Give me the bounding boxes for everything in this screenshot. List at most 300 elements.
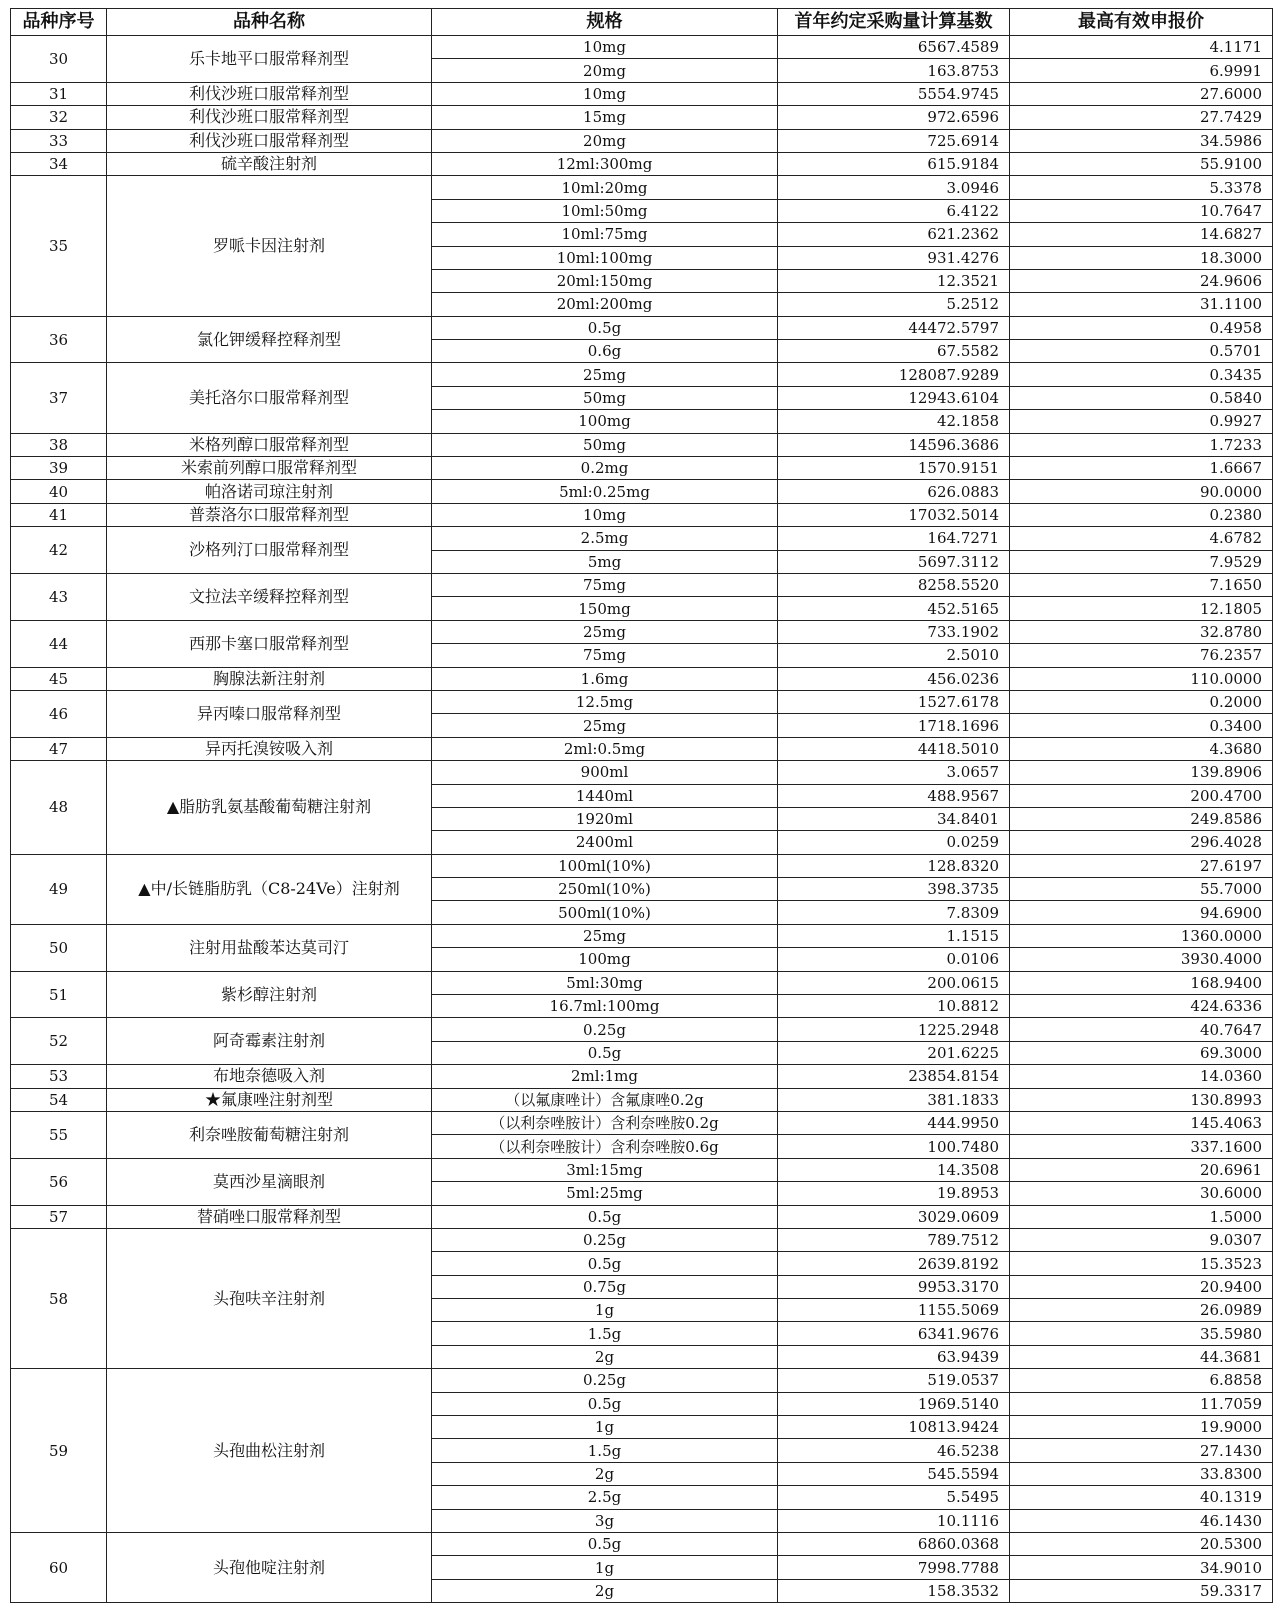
specification-cell: 3ml:15mg	[432, 1158, 778, 1181]
base-quantity-cell: 163.8753	[778, 59, 1010, 82]
specification-cell: 1.5g	[432, 1439, 778, 1462]
specification-cell: 0.25g	[432, 1369, 778, 1392]
variety-number-cell: 55	[11, 1111, 107, 1158]
specification-cell: 10mg	[432, 82, 778, 105]
variety-name-cell: 米索前列醇口服常释剂型	[107, 457, 432, 480]
table-row	[11, 573, 1273, 596]
base-quantity-cell: 19.8953	[778, 1182, 1010, 1205]
specification-cell: 1g	[432, 1299, 778, 1322]
max-price-cell: 4.3680	[1010, 737, 1273, 760]
table-row	[11, 82, 1273, 105]
table-row	[11, 1111, 1273, 1134]
max-price-cell: 46.1430	[1010, 1509, 1273, 1532]
base-quantity-cell: 12943.6104	[778, 386, 1010, 409]
specification-cell: 50mg	[432, 433, 778, 456]
specification-cell: 5ml:30mg	[432, 971, 778, 994]
specification-cell: 12.5mg	[432, 690, 778, 713]
specification-cell: 10ml:75mg	[432, 223, 778, 246]
specification-cell: （以利奈唑胺计）含利奈唑胺0.2g	[432, 1111, 778, 1134]
variety-number-cell: 56	[11, 1158, 107, 1205]
variety-name-cell: 文拉法辛缓释控释剂型	[107, 573, 432, 620]
base-quantity-cell: 42.1858	[778, 410, 1010, 433]
table-row	[11, 363, 1273, 386]
specification-cell: 0.25g	[432, 1018, 778, 1041]
table-body	[11, 36, 1273, 1603]
base-quantity-cell: 5554.9745	[778, 82, 1010, 105]
max-price-cell: 5.3378	[1010, 176, 1273, 199]
base-quantity-cell: 46.5238	[778, 1439, 1010, 1462]
table-row	[11, 152, 1273, 175]
variety-name-cell: 紫杉醇注射剂	[107, 971, 432, 1018]
base-quantity-cell: 931.4276	[778, 246, 1010, 269]
variety-number-cell: 59	[11, 1369, 107, 1533]
variety-name-cell: 利奈唑胺葡萄糖注射剂	[107, 1111, 432, 1158]
base-quantity-cell: 381.1833	[778, 1088, 1010, 1111]
max-price-cell: 1360.0000	[1010, 924, 1273, 947]
variety-number-cell: 41	[11, 503, 107, 526]
variety-name-cell: 米格列醇口服常释剂型	[107, 433, 432, 456]
specification-cell: 5mg	[432, 550, 778, 573]
variety-number-cell: 30	[11, 36, 107, 83]
variety-name-cell: 乐卡地平口服常释剂型	[107, 36, 432, 83]
max-price-cell: 20.5300	[1010, 1533, 1273, 1556]
table-row	[11, 620, 1273, 643]
specification-cell: （以利奈唑胺计）含利奈唑胺0.6g	[432, 1135, 778, 1158]
base-quantity-cell: 3.0657	[778, 761, 1010, 784]
table-row	[11, 667, 1273, 690]
max-price-cell: 69.3000	[1010, 1041, 1273, 1064]
specification-cell: 5ml:25mg	[432, 1182, 778, 1205]
variety-name-cell: 硫辛酸注射剂	[107, 152, 432, 175]
specification-cell: 2g	[432, 1345, 778, 1368]
specification-cell: 500ml(10%)	[432, 901, 778, 924]
specification-cell: 5ml:0.25mg	[432, 480, 778, 503]
base-quantity-cell: 8258.5520	[778, 573, 1010, 596]
variety-number-cell: 49	[11, 854, 107, 924]
header-row	[11, 9, 1273, 36]
max-price-cell: 424.6336	[1010, 995, 1273, 1018]
variety-name-cell: 异丙托溴铵吸入剂	[107, 737, 432, 760]
max-price-cell: 27.7429	[1010, 106, 1273, 129]
header-max-price: 最高有效申报价	[1010, 9, 1273, 36]
base-quantity-cell: 5.2512	[778, 293, 1010, 316]
table-row	[11, 1065, 1273, 1088]
base-quantity-cell: 545.5594	[778, 1462, 1010, 1485]
specification-cell: 1.5g	[432, 1322, 778, 1345]
specification-cell: 0.75g	[432, 1275, 778, 1298]
header-variety-no: 品种序号	[11, 9, 107, 36]
max-price-cell: 130.8993	[1010, 1088, 1273, 1111]
table-row	[11, 1018, 1273, 1041]
table-row	[11, 106, 1273, 129]
base-quantity-cell: 3.0946	[778, 176, 1010, 199]
max-price-cell: 0.3400	[1010, 714, 1273, 737]
variety-number-cell: 46	[11, 690, 107, 737]
specification-cell: 150mg	[432, 597, 778, 620]
specification-cell: 1g	[432, 1556, 778, 1579]
max-price-cell: 14.0360	[1010, 1065, 1273, 1088]
specification-cell: 250ml(10%)	[432, 878, 778, 901]
base-quantity-cell: 1527.6178	[778, 690, 1010, 713]
max-price-cell: 337.1600	[1010, 1135, 1273, 1158]
max-price-cell: 19.9000	[1010, 1416, 1273, 1439]
variety-number-cell: 36	[11, 316, 107, 363]
table-row	[11, 1228, 1273, 1251]
max-price-cell: 40.1319	[1010, 1486, 1273, 1509]
max-price-cell: 55.9100	[1010, 152, 1273, 175]
base-quantity-cell: 63.9439	[778, 1345, 1010, 1368]
max-price-cell: 6.8858	[1010, 1369, 1273, 1392]
specification-cell: 10ml:100mg	[432, 246, 778, 269]
base-quantity-cell: 44472.5797	[778, 316, 1010, 339]
variety-name-cell: 莫西沙星滴眼剂	[107, 1158, 432, 1205]
specification-cell: 2g	[432, 1462, 778, 1485]
max-price-cell: 10.7647	[1010, 199, 1273, 222]
max-price-cell: 76.2357	[1010, 644, 1273, 667]
specification-cell: 75mg	[432, 573, 778, 596]
max-price-cell: 0.5701	[1010, 340, 1273, 363]
base-quantity-cell: 1225.2948	[778, 1018, 1010, 1041]
table-row	[11, 1205, 1273, 1228]
max-price-cell: 31.1100	[1010, 293, 1273, 316]
specification-cell: 2ml:1mg	[432, 1065, 778, 1088]
max-price-cell: 44.3681	[1010, 1345, 1273, 1368]
variety-name-cell: 异丙嗪口服常释剂型	[107, 690, 432, 737]
specification-cell: 2ml:0.5mg	[432, 737, 778, 760]
variety-name-cell: 利伐沙班口服常释剂型	[107, 129, 432, 152]
base-quantity-cell: 2639.8192	[778, 1252, 1010, 1275]
variety-name-cell: 美托洛尔口服常释剂型	[107, 363, 432, 433]
max-price-cell: 11.7059	[1010, 1392, 1273, 1415]
base-quantity-cell: 452.5165	[778, 597, 1010, 620]
table-row	[11, 761, 1273, 784]
base-quantity-cell: 488.9567	[778, 784, 1010, 807]
max-price-cell: 0.5840	[1010, 386, 1273, 409]
base-quantity-cell: 1969.5140	[778, 1392, 1010, 1415]
variety-number-cell: 51	[11, 971, 107, 1018]
table-row	[11, 971, 1273, 994]
header-base-quantity: 首年约定采购量计算基数	[778, 9, 1010, 36]
variety-name-cell: 西那卡塞口服常释剂型	[107, 620, 432, 667]
max-price-cell: 145.4063	[1010, 1111, 1273, 1134]
specification-cell: 100mg	[432, 410, 778, 433]
variety-number-cell: 57	[11, 1205, 107, 1228]
variety-number-cell: 39	[11, 457, 107, 480]
specification-cell: 100ml(10%)	[432, 854, 778, 877]
table-row	[11, 737, 1273, 760]
variety-name-cell: ▲中/长链脂肪乳（C8-24Ve）注射剂	[107, 854, 432, 924]
base-quantity-cell: 10813.9424	[778, 1416, 1010, 1439]
specification-cell: 20mg	[432, 129, 778, 152]
specification-cell: 2400ml	[432, 831, 778, 854]
max-price-cell: 7.1650	[1010, 573, 1273, 596]
max-price-cell: 20.6961	[1010, 1158, 1273, 1181]
specification-cell: 0.25g	[432, 1228, 778, 1251]
max-price-cell: 27.6000	[1010, 82, 1273, 105]
max-price-cell: 18.3000	[1010, 246, 1273, 269]
specification-cell: 10ml:20mg	[432, 176, 778, 199]
max-price-cell: 7.9529	[1010, 550, 1273, 573]
variety-number-cell: 31	[11, 82, 107, 105]
specification-cell: 0.5g	[432, 1252, 778, 1275]
specification-cell: 0.6g	[432, 340, 778, 363]
variety-name-cell: 帕洛诺司琼注射剂	[107, 480, 432, 503]
specification-cell: 0.2mg	[432, 457, 778, 480]
base-quantity-cell: 0.0259	[778, 831, 1010, 854]
variety-name-cell: 头孢曲松注射剂	[107, 1369, 432, 1533]
specification-cell: 1.6mg	[432, 667, 778, 690]
specification-cell: 0.5g	[432, 1533, 778, 1556]
max-price-cell: 24.9606	[1010, 269, 1273, 292]
variety-number-cell: 33	[11, 129, 107, 152]
specification-cell: 2.5g	[432, 1486, 778, 1509]
variety-number-cell: 43	[11, 573, 107, 620]
max-price-cell: 0.2380	[1010, 503, 1273, 526]
header-specification: 规格	[432, 9, 778, 36]
table-row	[11, 176, 1273, 199]
variety-number-cell: 45	[11, 667, 107, 690]
base-quantity-cell: 733.1902	[778, 620, 1010, 643]
max-price-cell: 110.0000	[1010, 667, 1273, 690]
variety-number-cell: 42	[11, 527, 107, 574]
max-price-cell: 0.4958	[1010, 316, 1273, 339]
specification-cell: 25mg	[432, 363, 778, 386]
base-quantity-cell: 621.2362	[778, 223, 1010, 246]
variety-number-cell: 37	[11, 363, 107, 433]
max-price-cell: 55.7000	[1010, 878, 1273, 901]
variety-number-cell: 60	[11, 1533, 107, 1603]
base-quantity-cell: 10.8812	[778, 995, 1010, 1018]
table-row	[11, 129, 1273, 152]
table-row	[11, 1088, 1273, 1111]
base-quantity-cell: 5697.3112	[778, 550, 1010, 573]
base-quantity-cell: 164.7271	[778, 527, 1010, 550]
base-quantity-cell: 6341.9676	[778, 1322, 1010, 1345]
base-quantity-cell: 6.4122	[778, 199, 1010, 222]
max-price-cell: 0.2000	[1010, 690, 1273, 713]
variety-number-cell: 32	[11, 106, 107, 129]
specification-cell: 12ml:300mg	[432, 152, 778, 175]
max-price-cell: 4.6782	[1010, 527, 1273, 550]
max-price-cell: 15.3523	[1010, 1252, 1273, 1275]
max-price-cell: 20.9400	[1010, 1275, 1273, 1298]
max-price-cell: 296.4028	[1010, 831, 1273, 854]
variety-number-cell: 44	[11, 620, 107, 667]
variety-name-cell: 头孢他啶注射剂	[107, 1533, 432, 1603]
table-row	[11, 36, 1273, 59]
variety-name-cell: 替硝唑口服常释剂型	[107, 1205, 432, 1228]
table-row	[11, 1533, 1273, 1556]
max-price-cell: 0.3435	[1010, 363, 1273, 386]
variety-number-cell: 53	[11, 1065, 107, 1088]
base-quantity-cell: 128087.9289	[778, 363, 1010, 386]
table-row	[11, 1158, 1273, 1181]
max-price-cell: 33.8300	[1010, 1462, 1273, 1485]
base-quantity-cell: 23854.8154	[778, 1065, 1010, 1088]
max-price-cell: 1.6667	[1010, 457, 1273, 480]
max-price-cell: 14.6827	[1010, 223, 1273, 246]
base-quantity-cell: 17032.5014	[778, 503, 1010, 526]
variety-name-cell: 沙格列汀口服常释剂型	[107, 527, 432, 574]
table-row	[11, 690, 1273, 713]
variety-name-cell: 布地奈德吸入剂	[107, 1065, 432, 1088]
table-row	[11, 854, 1273, 877]
base-quantity-cell: 200.0615	[778, 971, 1010, 994]
max-price-cell: 4.1171	[1010, 36, 1273, 59]
header-variety-name: 品种名称	[107, 9, 432, 36]
variety-number-cell: 48	[11, 761, 107, 855]
base-quantity-cell: 3029.0609	[778, 1205, 1010, 1228]
specification-cell: 2g	[432, 1579, 778, 1602]
specification-cell: 1440ml	[432, 784, 778, 807]
base-quantity-cell: 519.0537	[778, 1369, 1010, 1392]
table-row	[11, 503, 1273, 526]
max-price-cell: 27.6197	[1010, 854, 1273, 877]
variety-name-cell: 普萘洛尔口服常释剂型	[107, 503, 432, 526]
specification-cell: （以氟康唑计）含氟康唑0.2g	[432, 1088, 778, 1111]
variety-name-cell: 阿奇霉素注射剂	[107, 1018, 432, 1065]
specification-cell: 25mg	[432, 924, 778, 947]
specification-cell: 2.5mg	[432, 527, 778, 550]
variety-number-cell: 40	[11, 480, 107, 503]
max-price-cell: 26.0989	[1010, 1299, 1273, 1322]
specification-cell: 100mg	[432, 948, 778, 971]
max-price-cell: 0.9927	[1010, 410, 1273, 433]
base-quantity-cell: 456.0236	[778, 667, 1010, 690]
specification-cell: 0.5g	[432, 316, 778, 339]
variety-name-cell: 氯化钾缓释控释剂型	[107, 316, 432, 363]
specification-cell: 3g	[432, 1509, 778, 1532]
base-quantity-cell: 1570.9151	[778, 457, 1010, 480]
table-row	[11, 457, 1273, 480]
variety-name-cell: ★氟康唑注射剂型	[107, 1088, 432, 1111]
base-quantity-cell: 14.3508	[778, 1158, 1010, 1181]
max-price-cell: 249.8586	[1010, 807, 1273, 830]
variety-number-cell: 58	[11, 1228, 107, 1368]
base-quantity-cell: 14596.3686	[778, 433, 1010, 456]
specification-cell: 75mg	[432, 644, 778, 667]
max-price-cell: 30.6000	[1010, 1182, 1273, 1205]
base-quantity-cell: 1.1515	[778, 924, 1010, 947]
base-quantity-cell: 34.8401	[778, 807, 1010, 830]
base-quantity-cell: 10.1116	[778, 1509, 1010, 1532]
max-price-cell: 200.4700	[1010, 784, 1273, 807]
procurement-table	[10, 8, 1273, 1603]
variety-number-cell: 54	[11, 1088, 107, 1111]
base-quantity-cell: 444.9950	[778, 1111, 1010, 1134]
max-price-cell: 139.8906	[1010, 761, 1273, 784]
max-price-cell: 40.7647	[1010, 1018, 1273, 1041]
max-price-cell: 34.5986	[1010, 129, 1273, 152]
specification-cell: 16.7ml:100mg	[432, 995, 778, 1018]
base-quantity-cell: 201.6225	[778, 1041, 1010, 1064]
base-quantity-cell: 12.3521	[778, 269, 1010, 292]
specification-cell: 10ml:50mg	[432, 199, 778, 222]
base-quantity-cell: 789.7512	[778, 1228, 1010, 1251]
specification-cell: 0.5g	[432, 1205, 778, 1228]
base-quantity-cell: 5.5495	[778, 1486, 1010, 1509]
variety-number-cell: 35	[11, 176, 107, 316]
max-price-cell: 6.9991	[1010, 59, 1273, 82]
max-price-cell: 59.3317	[1010, 1579, 1273, 1602]
specification-cell: 15mg	[432, 106, 778, 129]
base-quantity-cell: 398.3735	[778, 878, 1010, 901]
specification-cell: 50mg	[432, 386, 778, 409]
variety-name-cell: 罗哌卡因注射剂	[107, 176, 432, 316]
base-quantity-cell: 158.3532	[778, 1579, 1010, 1602]
base-quantity-cell: 9953.3170	[778, 1275, 1010, 1298]
max-price-cell: 9.0307	[1010, 1228, 1273, 1251]
base-quantity-cell: 615.9184	[778, 152, 1010, 175]
base-quantity-cell: 2.5010	[778, 644, 1010, 667]
table-row	[11, 480, 1273, 503]
base-quantity-cell: 67.5582	[778, 340, 1010, 363]
variety-number-cell: 50	[11, 924, 107, 971]
table-row	[11, 433, 1273, 456]
base-quantity-cell: 972.6596	[778, 106, 1010, 129]
specification-cell: 20ml:150mg	[432, 269, 778, 292]
max-price-cell: 1.7233	[1010, 433, 1273, 456]
base-quantity-cell: 1155.5069	[778, 1299, 1010, 1322]
table-row	[11, 527, 1273, 550]
variety-name-cell: 利伐沙班口服常释剂型	[107, 106, 432, 129]
base-quantity-cell: 6860.0368	[778, 1533, 1010, 1556]
specification-cell: 20mg	[432, 59, 778, 82]
variety-number-cell: 47	[11, 737, 107, 760]
specification-cell: 1g	[432, 1416, 778, 1439]
specification-cell: 0.5g	[432, 1392, 778, 1415]
base-quantity-cell: 725.6914	[778, 129, 1010, 152]
specification-cell: 0.5g	[432, 1041, 778, 1064]
base-quantity-cell: 0.0106	[778, 948, 1010, 971]
base-quantity-cell: 7.8309	[778, 901, 1010, 924]
max-price-cell: 3930.4000	[1010, 948, 1273, 971]
variety-number-cell: 52	[11, 1018, 107, 1065]
max-price-cell: 1.5000	[1010, 1205, 1273, 1228]
variety-name-cell: 胸腺法新注射剂	[107, 667, 432, 690]
specification-cell: 900ml	[432, 761, 778, 784]
specification-cell: 25mg	[432, 620, 778, 643]
table-row	[11, 1369, 1273, 1392]
table-row	[11, 316, 1273, 339]
specification-cell: 10mg	[432, 36, 778, 59]
variety-number-cell: 34	[11, 152, 107, 175]
base-quantity-cell: 7998.7788	[778, 1556, 1010, 1579]
base-quantity-cell: 128.8320	[778, 854, 1010, 877]
base-quantity-cell: 4418.5010	[778, 737, 1010, 760]
specification-cell: 10mg	[432, 503, 778, 526]
variety-name-cell: ▲脂肪乳氨基酸葡萄糖注射剂	[107, 761, 432, 855]
max-price-cell: 34.9010	[1010, 1556, 1273, 1579]
max-price-cell: 32.8780	[1010, 620, 1273, 643]
base-quantity-cell: 100.7480	[778, 1135, 1010, 1158]
variety-name-cell: 利伐沙班口服常释剂型	[107, 82, 432, 105]
base-quantity-cell: 6567.4589	[778, 36, 1010, 59]
variety-number-cell: 38	[11, 433, 107, 456]
max-price-cell: 90.0000	[1010, 480, 1273, 503]
base-quantity-cell: 626.0883	[778, 480, 1010, 503]
max-price-cell: 12.1805	[1010, 597, 1273, 620]
base-quantity-cell: 1718.1696	[778, 714, 1010, 737]
max-price-cell: 27.1430	[1010, 1439, 1273, 1462]
specification-cell: 20ml:200mg	[432, 293, 778, 316]
max-price-cell: 35.5980	[1010, 1322, 1273, 1345]
variety-name-cell: 头孢呋辛注射剂	[107, 1228, 432, 1368]
max-price-cell: 94.6900	[1010, 901, 1273, 924]
variety-name-cell: 注射用盐酸苯达莫司汀	[107, 924, 432, 971]
specification-cell: 1920ml	[432, 807, 778, 830]
table-row	[11, 924, 1273, 947]
